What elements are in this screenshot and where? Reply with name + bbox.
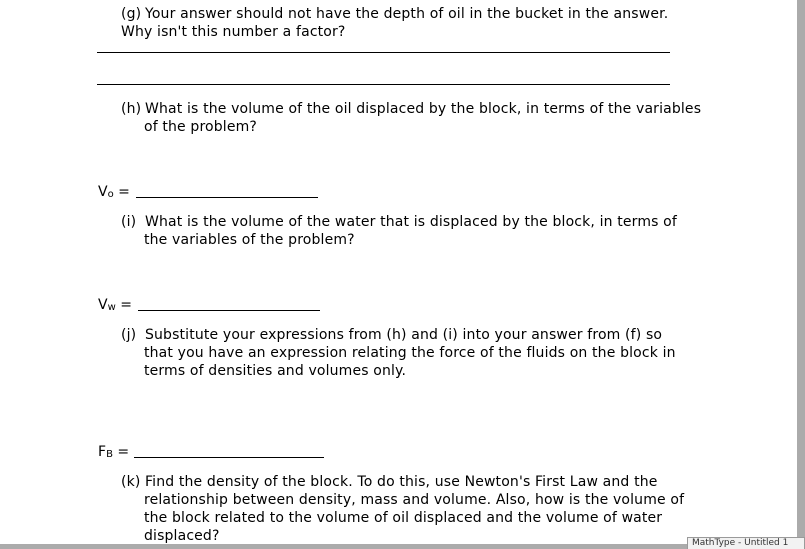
question-text: Why isn't this number a factor?: [121, 24, 346, 40]
answer-vo: [98, 183, 130, 204]
answer-blank[interactable]: [138, 310, 320, 311]
question-label: (j): [121, 327, 137, 343]
question-text: relationship between density, mass and volume. Also, how is the volume of: [144, 492, 685, 508]
question-text: Your answer should not have the depth of oil in the bucket in the answer.: [145, 6, 669, 22]
equals-sign: =: [118, 184, 130, 200]
question-text: the block related to the volume of oil displaced and the volume of water: [144, 510, 663, 526]
variable-subscript: B: [106, 449, 113, 460]
equals-sign: =: [120, 297, 132, 313]
answer-vw: [98, 296, 132, 317]
answer-fb: [98, 443, 129, 464]
mathtype-taskbar-button[interactable]: [687, 537, 805, 549]
answer-rule-2[interactable]: [97, 84, 670, 85]
question-label: (h): [121, 101, 142, 117]
mathtype-label: MathType - Untitled 1: [692, 538, 789, 548]
variable-subscript: o: [107, 189, 114, 200]
question-label: (i): [121, 214, 137, 230]
question-label: (k): [121, 474, 141, 490]
question-g: [121, 5, 721, 41]
question-text: Substitute your expressions from (h) and (i) into your answer from (f) so: [145, 327, 663, 343]
question-text: What is the volume of the oil displaced by the block, in terms of the variables: [145, 101, 702, 117]
question-text: the variables of the problem?: [144, 232, 355, 248]
question-text: of the problem?: [144, 119, 257, 135]
question-i: [121, 213, 721, 249]
answer-blank[interactable]: [136, 197, 318, 198]
question-k: [121, 473, 721, 544]
variable-symbol: V: [98, 184, 108, 200]
question-text: displaced?: [144, 528, 220, 544]
question-text: that you have an expression relating the force of the fluids on the block in: [144, 345, 676, 361]
question-text: What is the volume of the water that is displaced by the block, in terms of: [145, 214, 677, 230]
variable-symbol: V: [98, 297, 108, 313]
question-text: terms of densities and volumes only.: [144, 363, 407, 379]
question-label: (g): [121, 6, 142, 22]
answer-rule-1[interactable]: [97, 52, 670, 53]
question-text: Find the density of the block. To do this, use Newton's First Law and the: [145, 474, 658, 490]
variable-symbol: F: [98, 444, 107, 460]
question-h: [121, 100, 721, 136]
equals-sign: =: [117, 444, 130, 460]
question-j: [121, 326, 721, 380]
window-frame: [797, 0, 805, 544]
variable-subscript: w: [107, 302, 116, 313]
answer-blank[interactable]: [134, 457, 324, 458]
